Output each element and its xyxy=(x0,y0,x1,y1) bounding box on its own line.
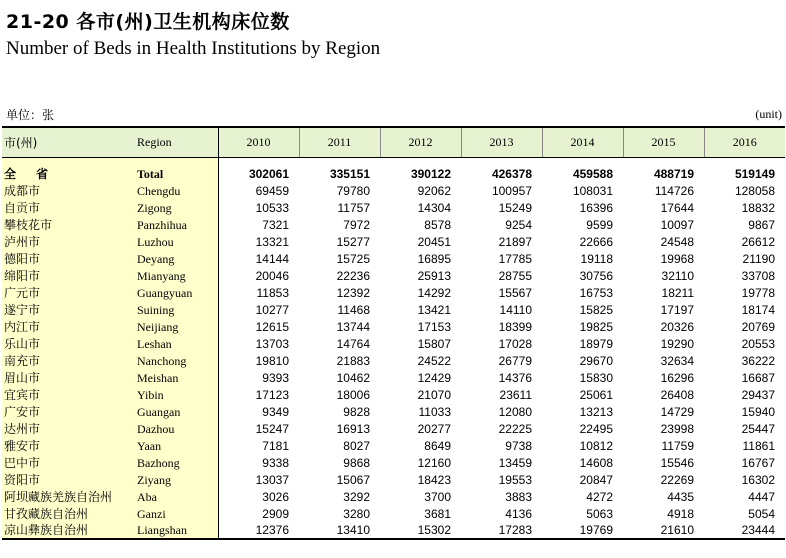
table-row xyxy=(2,454,785,471)
region-name-chinese: 南充市 xyxy=(2,352,133,369)
column-header-year: 2015 xyxy=(623,127,704,157)
region-name-chinese: 广元市 xyxy=(2,284,133,301)
region-name-english: Nanchong xyxy=(133,352,218,369)
region-name-chinese: 绵阳市 xyxy=(2,267,133,284)
bed-count-cell: 20277 xyxy=(417,421,451,436)
total-row xyxy=(2,165,785,182)
bed-count-cell: 19118 xyxy=(580,251,613,266)
bed-count-cell: 18174 xyxy=(741,302,775,317)
bed-count-cell: 17785 xyxy=(498,251,532,266)
region-name-english: Yibin xyxy=(133,386,218,403)
bed-count-cell: 114726 xyxy=(654,183,694,198)
bed-count-cell: 21897 xyxy=(498,234,532,249)
bed-count-cell: 21070 xyxy=(417,387,451,402)
bed-count-cell: 14304 xyxy=(417,200,451,215)
bed-count-cell: 9867 xyxy=(748,217,775,232)
region-name-english: Liangshan xyxy=(133,522,218,539)
bed-count-cell: 13410 xyxy=(299,522,380,539)
bed-count-cell: 29437 xyxy=(741,387,775,402)
table-row xyxy=(2,488,785,505)
bed-count-cell: 20769 xyxy=(741,319,775,334)
bed-count-cell: 20553 xyxy=(741,336,775,351)
bed-count-cell: 18423 xyxy=(417,472,451,487)
bed-count-cell: 3681 xyxy=(424,506,451,521)
table-row xyxy=(2,335,785,352)
bed-count-cell: 28755 xyxy=(498,268,532,283)
region-name-english: Chengdu xyxy=(133,182,218,199)
bed-count-cell: 9868 xyxy=(343,455,370,470)
bed-count-cell: 19290 xyxy=(660,336,694,351)
region-name-english: Suining xyxy=(133,301,218,318)
table-row xyxy=(2,267,785,284)
table-title-chinese: 21-20 各市(州)卫生机构床位数 xyxy=(6,11,290,33)
table-row xyxy=(2,505,785,522)
bed-count-cell: 12376 xyxy=(218,522,299,539)
bed-count-cell: 11757 xyxy=(337,200,370,215)
bed-count-cell: 19553 xyxy=(498,472,532,487)
region-name-english: Ziyang xyxy=(133,471,218,488)
bed-count-cell: 12392 xyxy=(336,285,370,300)
bed-count-cell: 18979 xyxy=(579,336,613,351)
bed-count-cell: 426378 xyxy=(491,166,532,181)
bed-count-cell: 4447 xyxy=(748,489,775,504)
bed-count-cell: 25061 xyxy=(579,387,613,402)
bed-count-cell: 22236 xyxy=(336,268,370,283)
region-name-chinese: 成都市 xyxy=(2,182,133,199)
table-row xyxy=(2,522,785,539)
spacer-row xyxy=(2,157,785,165)
bed-count-cell: 22225 xyxy=(498,421,532,436)
bed-count-cell: 9349 xyxy=(262,404,289,419)
bed-count-cell: 21610 xyxy=(623,522,704,539)
bed-count-cell: 14729 xyxy=(660,404,694,419)
table-row xyxy=(2,233,785,250)
bed-count-cell: 12080 xyxy=(498,404,532,419)
bed-count-cell: 14110 xyxy=(499,302,532,317)
region-name-english: Bazhong xyxy=(133,454,218,471)
region-name-chinese: 达州市 xyxy=(2,420,133,437)
unit-label-chinese: 单位：张 xyxy=(6,108,55,122)
bed-count-cell: 108031 xyxy=(572,183,613,198)
bed-count-cell: 20326 xyxy=(660,319,694,334)
bed-count-cell: 3280 xyxy=(343,506,370,521)
bed-count-cell: 3883 xyxy=(505,489,532,504)
bed-count-cell: 5063 xyxy=(586,506,613,521)
bed-count-cell: 22269 xyxy=(660,472,694,487)
bed-count-cell: 9254 xyxy=(505,217,532,232)
region-name-english: Dazhou xyxy=(133,420,218,437)
bed-count-cell: 17644 xyxy=(660,200,694,215)
bed-count-cell: 23998 xyxy=(660,421,694,436)
bed-count-cell: 15567 xyxy=(498,285,532,300)
bed-count-cell: 32110 xyxy=(661,268,694,283)
bed-count-cell: 3292 xyxy=(343,489,370,504)
bed-count-cell: 2909 xyxy=(262,506,289,521)
region-name-english: Meishan xyxy=(133,369,218,386)
bed-count-cell: 22495 xyxy=(579,421,613,436)
bed-count-cell: 14144 xyxy=(255,251,289,266)
column-header-year: 2012 xyxy=(380,127,461,157)
region-name-english: Guangyuan xyxy=(133,284,218,301)
unit-label-english: (unit) xyxy=(755,107,782,121)
region-name-english: Guangan xyxy=(133,403,218,420)
bed-count-cell: 15830 xyxy=(579,370,613,385)
bed-count-cell: 7181 xyxy=(262,438,289,453)
table-row xyxy=(2,216,785,233)
bed-count-cell: 12160 xyxy=(417,455,451,470)
table-row xyxy=(2,199,785,216)
table-row xyxy=(2,471,785,488)
bed-count-cell: 26612 xyxy=(741,234,775,249)
bed-count-cell: 10462 xyxy=(336,370,370,385)
table-title-english: Number of Beds in Health Institutions by Region xyxy=(6,38,381,59)
bed-count-cell: 19810 xyxy=(255,353,289,368)
bed-count-cell: 10812 xyxy=(579,438,613,453)
bed-count-cell: 3026 xyxy=(262,489,289,504)
bed-count-cell: 13459 xyxy=(498,455,532,470)
bed-count-cell: 25447 xyxy=(741,421,775,436)
region-name-chinese: 眉山市 xyxy=(2,369,133,386)
region-name-chinese: 全 省 xyxy=(2,165,133,182)
bed-count-cell: 12615 xyxy=(255,319,289,334)
table-row xyxy=(2,182,785,199)
bed-count-cell: 22666 xyxy=(579,234,613,249)
table-row xyxy=(2,420,785,437)
bed-count-cell: 15247 xyxy=(255,421,289,436)
bed-count-cell: 21883 xyxy=(336,353,370,368)
bed-count-cell: 14292 xyxy=(417,285,451,300)
region-name-chinese: 攀枝花市 xyxy=(2,216,133,233)
table-row xyxy=(2,250,785,267)
bed-count-cell: 15825 xyxy=(579,302,613,317)
bed-count-cell: 17197 xyxy=(660,302,694,317)
column-header-year: 2013 xyxy=(461,127,542,157)
bed-count-cell: 33708 xyxy=(741,268,775,283)
bed-count-cell: 25913 xyxy=(417,268,451,283)
region-name-english: Mianyang xyxy=(133,267,218,284)
region-name-chinese: 德阳市 xyxy=(2,250,133,267)
bed-count-cell: 18211 xyxy=(661,285,694,300)
region-name-chinese: 内江市 xyxy=(2,318,133,335)
bed-count-cell: 4918 xyxy=(667,506,694,521)
bed-count-cell: 24522 xyxy=(417,353,451,368)
bed-count-cell: 100957 xyxy=(491,183,532,198)
table-row xyxy=(2,369,785,386)
bed-count-cell: 9338 xyxy=(262,455,289,470)
bed-count-cell: 69459 xyxy=(255,183,289,198)
bed-count-cell: 16296 xyxy=(660,370,694,385)
bed-count-cell: 17283 xyxy=(461,522,542,539)
bed-count-cell: 79780 xyxy=(336,183,370,198)
header-row xyxy=(2,127,785,157)
bed-count-cell: 15067 xyxy=(336,472,370,487)
bed-count-cell: 16913 xyxy=(336,421,370,436)
bed-count-cell: 9393 xyxy=(262,370,289,385)
bed-count-cell: 13744 xyxy=(336,319,370,334)
bed-count-cell: 15277 xyxy=(336,234,370,249)
bed-count-cell: 18399 xyxy=(498,319,532,334)
region-name-chinese: 乐山市 xyxy=(2,335,133,352)
column-header-year: 2016 xyxy=(704,127,785,157)
bed-count-cell: 16767 xyxy=(741,455,775,470)
region-name-chinese: 宜宾市 xyxy=(2,386,133,403)
region-name-chinese: 巴中市 xyxy=(2,454,133,471)
bed-count-cell: 13213 xyxy=(579,404,613,419)
bed-count-cell: 15546 xyxy=(660,455,694,470)
bed-count-cell: 3700 xyxy=(424,489,451,504)
bed-count-cell: 335151 xyxy=(329,166,370,181)
bed-count-cell: 12429 xyxy=(417,370,451,385)
bed-count-cell: 7321 xyxy=(262,217,289,232)
table-body xyxy=(2,157,785,539)
bed-count-cell: 10277 xyxy=(255,302,289,317)
bed-count-cell: 16302 xyxy=(741,472,775,487)
bed-count-cell: 32634 xyxy=(660,353,694,368)
table-row xyxy=(2,301,785,318)
bed-count-cell: 8027 xyxy=(343,438,370,453)
region-name-english: Panzhihua xyxy=(133,216,218,233)
bed-count-cell: 13037 xyxy=(255,472,289,487)
bed-count-cell: 8578 xyxy=(424,217,451,232)
bed-count-cell: 13703 xyxy=(255,336,289,351)
bed-count-cell: 4272 xyxy=(586,489,613,504)
bed-count-cell: 8649 xyxy=(424,438,451,453)
bed-count-cell: 18006 xyxy=(336,387,370,402)
bed-count-cell: 15249 xyxy=(498,200,532,215)
bed-count-cell: 92062 xyxy=(417,183,451,198)
bed-count-cell: 5054 xyxy=(748,506,775,521)
bed-count-cell: 11853 xyxy=(256,285,289,300)
bed-count-cell: 19825 xyxy=(579,319,613,334)
table-row xyxy=(2,352,785,369)
bed-count-cell: 17028 xyxy=(498,336,532,351)
beds-by-region-table xyxy=(2,126,785,540)
bed-count-cell: 36222 xyxy=(741,353,775,368)
region-name-chinese: 资阳市 xyxy=(2,471,133,488)
table-row xyxy=(2,403,785,420)
bed-count-cell: 20847 xyxy=(579,472,613,487)
bed-count-cell: 15302 xyxy=(380,522,461,539)
column-header-year: 2011 xyxy=(299,127,380,157)
bed-count-cell: 23611 xyxy=(499,387,532,402)
bed-count-cell: 390122 xyxy=(410,166,451,181)
bed-count-cell: 26779 xyxy=(498,353,532,368)
bed-count-cell: 13321 xyxy=(255,234,289,249)
region-name-chinese: 阿坝藏族羌族自治州 xyxy=(2,488,133,505)
bed-count-cell: 16895 xyxy=(417,251,451,266)
bed-count-cell: 11033 xyxy=(418,404,451,419)
region-name-english: Luzhou xyxy=(133,233,218,250)
bed-count-cell: 19769 xyxy=(542,522,623,539)
bed-count-cell: 19968 xyxy=(660,251,694,266)
bed-count-cell: 23444 xyxy=(704,522,785,539)
region-name-chinese: 遂宁市 xyxy=(2,301,133,318)
bed-count-cell: 16753 xyxy=(579,285,613,300)
bed-count-cell: 11861 xyxy=(742,438,775,453)
bed-count-cell: 15807 xyxy=(417,336,451,351)
bed-count-cell: 19778 xyxy=(741,285,775,300)
bed-count-cell: 302061 xyxy=(248,166,289,181)
bed-count-cell: 15940 xyxy=(741,404,775,419)
region-name-chinese: 雅安市 xyxy=(2,437,133,454)
bed-count-cell: 9599 xyxy=(586,217,613,232)
bed-count-cell: 4136 xyxy=(505,506,532,521)
table-row xyxy=(2,284,785,301)
region-name-english: Zigong xyxy=(133,199,218,216)
region-name-english: Yaan xyxy=(133,437,218,454)
region-name-english: Total xyxy=(133,165,218,182)
bed-count-cell: 15725 xyxy=(336,251,370,266)
region-name-chinese: 甘孜藏族自治州 xyxy=(2,505,133,522)
table-row xyxy=(2,437,785,454)
column-header-year: 2014 xyxy=(542,127,623,157)
bed-count-cell: 7972 xyxy=(343,217,370,232)
bed-count-cell: 14764 xyxy=(336,336,370,351)
bed-count-cell: 24548 xyxy=(660,234,694,249)
bed-count-cell: 17153 xyxy=(417,319,451,334)
region-name-english: Ganzi xyxy=(133,505,218,522)
table-row xyxy=(2,318,785,335)
bed-count-cell: 4435 xyxy=(667,489,694,504)
bed-count-cell: 14608 xyxy=(579,455,613,470)
column-header-year: 2010 xyxy=(218,127,299,157)
bed-count-cell: 29670 xyxy=(579,353,613,368)
bed-count-cell: 459588 xyxy=(572,166,613,181)
region-name-english: Leshan xyxy=(133,335,218,352)
bed-count-cell: 16687 xyxy=(741,370,775,385)
region-name-english: Aba xyxy=(133,488,218,505)
bed-count-cell: 9738 xyxy=(505,438,532,453)
bed-count-cell: 13421 xyxy=(417,302,451,317)
region-name-chinese: 凉山彝族自治州 xyxy=(2,522,133,539)
bed-count-cell: 10097 xyxy=(660,217,694,232)
table-row xyxy=(2,386,785,403)
bed-count-cell: 30756 xyxy=(579,268,613,283)
bed-count-cell: 18832 xyxy=(741,200,775,215)
bed-count-cell: 10533 xyxy=(255,200,289,215)
bed-count-cell: 20046 xyxy=(255,268,289,283)
bed-count-cell: 20451 xyxy=(417,234,451,249)
bed-count-cell: 14376 xyxy=(498,370,532,385)
bed-count-cell: 16396 xyxy=(579,200,613,215)
bed-count-cell: 17123 xyxy=(255,387,289,402)
bed-count-cell: 9828 xyxy=(343,404,370,419)
region-name-chinese: 泸州市 xyxy=(2,233,133,250)
bed-count-cell: 519149 xyxy=(734,166,775,181)
region-name-english: Neijiang xyxy=(133,318,218,335)
region-name-chinese: 自贡市 xyxy=(2,199,133,216)
bed-count-cell: 21190 xyxy=(742,251,775,266)
bed-count-cell: 26408 xyxy=(660,387,694,402)
bed-count-cell: 11468 xyxy=(337,302,370,317)
column-header-region-chinese: 市(州) xyxy=(2,127,133,157)
bed-count-cell: 488719 xyxy=(653,166,694,181)
bed-count-cell: 11759 xyxy=(661,438,694,453)
region-name-english: Deyang xyxy=(133,250,218,267)
region-name-chinese: 广安市 xyxy=(2,403,133,420)
column-header-region-english: Region xyxy=(133,127,218,157)
bed-count-cell: 128058 xyxy=(734,183,775,198)
